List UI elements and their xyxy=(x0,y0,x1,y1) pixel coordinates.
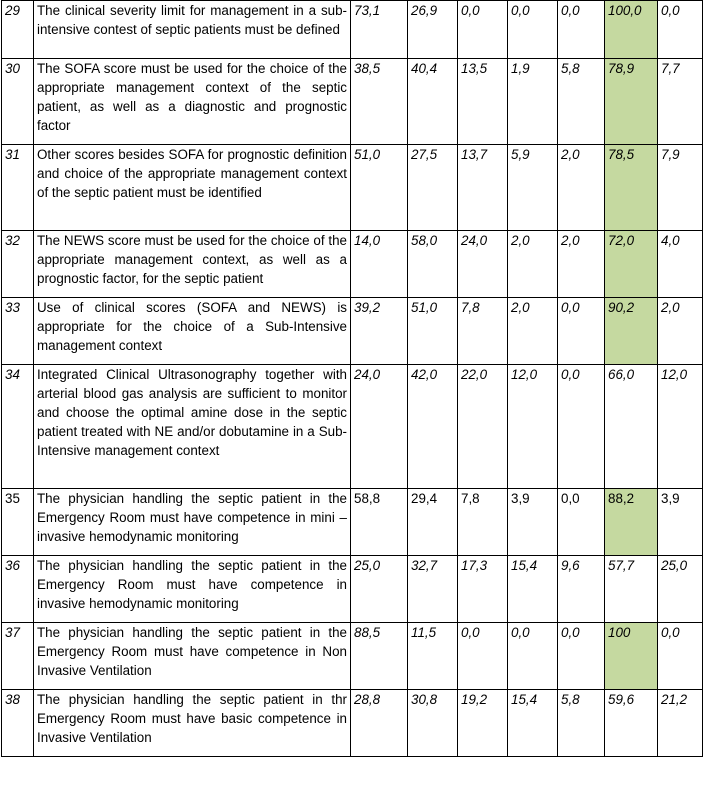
value-cell: 17,3 xyxy=(458,556,508,623)
value-cell: 0,0 xyxy=(508,623,558,690)
value-cell: 15,4 xyxy=(508,690,558,757)
agreement-total-cell: 78,9 xyxy=(605,59,658,145)
table-row xyxy=(2,489,703,556)
table-row xyxy=(2,365,703,489)
value-cell: 2,0 xyxy=(558,145,605,231)
value-cell: 42,0 xyxy=(408,365,458,489)
value-cell: 24,0 xyxy=(351,365,408,489)
value-cell: 24,0 xyxy=(458,231,508,298)
value-cell: 7,8 xyxy=(458,489,508,556)
value-cell: 30,8 xyxy=(408,690,458,757)
agreement-total-cell: 59,6 xyxy=(605,690,658,757)
value-cell: 7,7 xyxy=(658,59,703,145)
value-cell: 5,9 xyxy=(508,145,558,231)
statement-text: The physician handling the septic patient in the Emergency Room must have competence in mini – invasive hemodynamic monitoring xyxy=(34,489,351,556)
value-cell: 12,0 xyxy=(658,365,703,489)
statement-text: The SOFA score must be used for the choice of the appropriate management context of the septic patient, as well as a diagnostic and prognostic factor xyxy=(34,59,351,145)
table-row xyxy=(2,231,703,298)
table-row xyxy=(2,623,703,690)
value-cell: 0,0 xyxy=(558,365,605,489)
table-row xyxy=(2,145,703,231)
value-cell: 2,0 xyxy=(658,298,703,365)
statement-text: The physician handling the septic patient in the Emergency Room must have competence in invasive hemodynamic monitoring xyxy=(34,556,351,623)
value-cell: 3,9 xyxy=(658,489,703,556)
value-cell: 27,5 xyxy=(408,145,458,231)
table-row xyxy=(2,1,703,59)
value-cell: 51,0 xyxy=(408,298,458,365)
value-cell: 88,5 xyxy=(351,623,408,690)
agreement-total-cell: 100 xyxy=(605,623,658,690)
value-cell: 4,0 xyxy=(658,231,703,298)
value-cell: 51,0 xyxy=(351,145,408,231)
consensus-results-table xyxy=(1,0,703,757)
value-cell: 2,0 xyxy=(558,231,605,298)
value-cell: 0,0 xyxy=(508,1,558,59)
value-cell: 22,0 xyxy=(458,365,508,489)
statement-text: The physician handling the septic patient in the Emergency Room must have competence in Non Invasive Ventilation xyxy=(34,623,351,690)
value-cell: 38,5 xyxy=(351,59,408,145)
value-cell: 2,0 xyxy=(508,231,558,298)
value-cell: 0,0 xyxy=(658,623,703,690)
statement-text: The physician handling the septic patient in thr Emergency Room must have basic competence in Invasive Ventilation xyxy=(34,690,351,757)
value-cell: 7,9 xyxy=(658,145,703,231)
value-cell: 40,4 xyxy=(408,59,458,145)
agreement-total-cell: 78,5 xyxy=(605,145,658,231)
statement-text: The clinical severity limit for management in a sub-intensive contest of septic patients must be defined xyxy=(34,1,351,59)
value-cell: 0,0 xyxy=(658,1,703,59)
row-number: 38 xyxy=(2,690,34,757)
statement-text: The NEWS score must be used for the choice of the appropriate management context, as well as a prognostic factor, for the septic patient xyxy=(34,231,351,298)
statement-text: Use of clinical scores (SOFA and NEWS) is appropriate for the choice of a Sub-Intensive management context xyxy=(34,298,351,365)
value-cell: 0,0 xyxy=(558,489,605,556)
agreement-total-cell: 90,2 xyxy=(605,298,658,365)
value-cell: 0,0 xyxy=(558,623,605,690)
agreement-total-cell: 72,0 xyxy=(605,231,658,298)
table-row xyxy=(2,298,703,365)
agreement-total-cell: 57,7 xyxy=(605,556,658,623)
value-cell: 9,6 xyxy=(558,556,605,623)
value-cell: 19,2 xyxy=(458,690,508,757)
value-cell: 32,7 xyxy=(408,556,458,623)
value-cell: 15,4 xyxy=(508,556,558,623)
value-cell: 14,0 xyxy=(351,231,408,298)
row-number: 33 xyxy=(2,298,34,365)
value-cell: 12,0 xyxy=(508,365,558,489)
row-number: 35 xyxy=(2,489,34,556)
row-number: 32 xyxy=(2,231,34,298)
value-cell: 11,5 xyxy=(408,623,458,690)
agreement-total-cell: 66,0 xyxy=(605,365,658,489)
value-cell: 58,0 xyxy=(408,231,458,298)
value-cell: 0,0 xyxy=(458,623,508,690)
statement-text: Integrated Clinical Ultrasonography together with arterial blood gas analysis are sufficient to monitor and choose the optimal amine dose in the septic patient treated with NE and/or dobutamine in a Sub-Intensive management context xyxy=(34,365,351,489)
value-cell: 7,8 xyxy=(458,298,508,365)
value-cell: 0,0 xyxy=(458,1,508,59)
value-cell: 5,8 xyxy=(558,690,605,757)
row-number: 34 xyxy=(2,365,34,489)
value-cell: 21,2 xyxy=(658,690,703,757)
value-cell: 2,0 xyxy=(508,298,558,365)
agreement-total-cell: 100,0 xyxy=(605,1,658,59)
row-number: 37 xyxy=(2,623,34,690)
value-cell: 0,0 xyxy=(558,1,605,59)
agreement-total-cell: 88,2 xyxy=(605,489,658,556)
table-row xyxy=(2,690,703,757)
value-cell: 3,9 xyxy=(508,489,558,556)
value-cell: 1,9 xyxy=(508,59,558,145)
value-cell: 73,1 xyxy=(351,1,408,59)
value-cell: 5,8 xyxy=(558,59,605,145)
value-cell: 25,0 xyxy=(658,556,703,623)
value-cell: 26,9 xyxy=(408,1,458,59)
value-cell: 29,4 xyxy=(408,489,458,556)
row-number: 30 xyxy=(2,59,34,145)
value-cell: 13,7 xyxy=(458,145,508,231)
value-cell: 39,2 xyxy=(351,298,408,365)
value-cell: 0,0 xyxy=(558,298,605,365)
row-number: 36 xyxy=(2,556,34,623)
statement-text: Other scores besides SOFA for prognostic definition and choice of the appropriate management context of the septic patient must be identified xyxy=(34,145,351,231)
value-cell: 28,8 xyxy=(351,690,408,757)
value-cell: 58,8 xyxy=(351,489,408,556)
value-cell: 13,5 xyxy=(458,59,508,145)
value-cell: 25,0 xyxy=(351,556,408,623)
table-row xyxy=(2,59,703,145)
table-row xyxy=(2,556,703,623)
row-number: 29 xyxy=(2,1,34,59)
row-number: 31 xyxy=(2,145,34,231)
